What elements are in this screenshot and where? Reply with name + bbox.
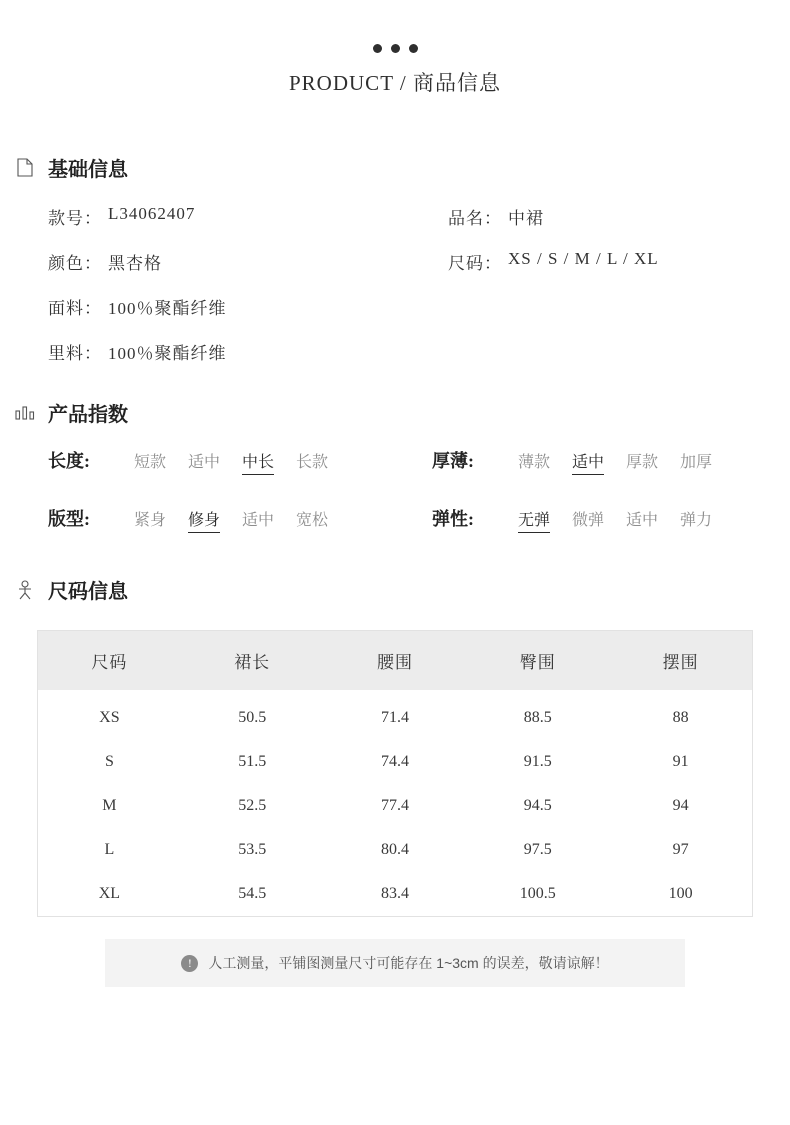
field-label: 品名： [448,209,502,228]
column-header: 裙长 [181,631,324,690]
size-table-wrapper [37,630,753,917]
table-header-row [38,631,752,690]
basic-info-heading [14,153,790,182]
product-index-section [0,398,790,533]
basic-info-item [48,339,448,364]
column-header: 摆围 [609,631,752,690]
bar-chart-icon [14,401,36,425]
measurement-note [105,939,685,987]
cell-size: XL [98,885,121,902]
index-option[interactable]: 短款 [134,454,167,471]
basic-info-row [48,204,790,229]
page-header [0,0,790,97]
dot-icon [373,44,382,53]
field-value: 黑杏格 [108,254,162,273]
cell-size: M [102,797,117,814]
index-options [134,449,328,475]
field-value: 100％聚酯纤维 [108,299,227,318]
index-label: 版型: [48,509,90,529]
table-row [38,872,752,916]
cell-hem: 100 [668,885,693,902]
index-group-length [48,447,432,475]
product-index-row [48,505,790,533]
document-icon [14,156,36,180]
index-option[interactable]: 薄款 [518,454,551,471]
field-value: 100％聚酯纤维 [108,344,227,363]
index-option[interactable]: 宽松 [296,512,329,529]
product-index-title: 产品指数 [48,404,128,426]
basic-info-rows [0,204,790,364]
cell-size: L [104,841,115,858]
index-option[interactable]: 适中 [242,512,275,529]
cell-hem: 94 [672,797,689,814]
index-option[interactable]: 弹力 [680,512,713,529]
cell-hip: 91.5 [523,753,552,770]
cell-waist: 71.4 [380,709,409,726]
cell-hem: 97 [672,841,689,858]
basic-info-row [48,339,790,364]
basic-info-item [48,294,448,319]
index-option[interactable]: 适中 [626,512,659,529]
field-label: 面料： [48,299,102,318]
cell-hip: 97.5 [523,841,552,858]
index-option-selected[interactable]: 无弹 [518,507,550,533]
size-table-head [38,631,752,690]
size-table [38,631,752,916]
basic-info-item [448,249,659,274]
index-options [518,449,712,475]
basic-info-row [48,249,790,274]
cell-length: 50.5 [238,709,267,726]
basic-info-item [48,204,448,229]
index-option-selected[interactable]: 适中 [572,449,604,475]
field-label: 款号： [48,209,102,228]
index-option[interactable]: 厚款 [626,454,659,471]
page-title: PRODUCT / 商品信息 [289,71,501,95]
table-row [38,828,752,872]
cell-size: XS [99,709,120,726]
cell-size: S [104,753,114,770]
basic-info-item [448,204,544,229]
index-option[interactable]: 紧身 [134,512,167,529]
index-option[interactable]: 微弹 [572,512,605,529]
column-header: 尺码 [38,631,181,690]
field-label: 颜色： [48,254,102,273]
dot-icon [409,44,418,53]
cell-hem: 91 [672,753,689,770]
cell-waist: 80.4 [380,841,409,858]
cell-length: 51.5 [238,753,267,770]
column-header: 腰围 [324,631,467,690]
person-icon [14,578,36,602]
dot-icon [391,44,400,53]
column-header: 臀围 [466,631,609,690]
index-option-selected[interactable]: 中长 [242,449,274,475]
basic-info-item [48,249,448,274]
cell-hip: 94.5 [523,797,552,814]
basic-info-section [0,153,790,364]
field-label: 里料： [48,344,102,363]
cell-hip: 100.5 [519,885,556,902]
index-option[interactable]: 长款 [296,454,329,471]
cell-length: 53.5 [238,841,267,858]
index-group-thickness [432,447,712,475]
size-info-title: 尺码信息 [48,581,128,603]
basic-info-row [48,294,790,319]
cell-length: 52.5 [238,797,267,814]
index-label: 弹性: [432,509,474,529]
cell-waist: 83.4 [380,885,409,902]
cell-length: 54.5 [238,885,267,902]
table-row [38,740,752,784]
header-dots [0,44,790,53]
product-index-heading [14,398,790,427]
field-value: L34062407 [108,204,196,223]
table-row [38,690,752,740]
index-options [134,507,328,533]
index-option-selected[interactable]: 修身 [188,507,220,533]
table-row [38,784,752,828]
index-group-elasticity [432,505,712,533]
basic-info-title: 基础信息 [48,159,128,181]
index-group-fit [48,505,432,533]
info-icon: ! [181,955,198,972]
field-value: 中裙 [508,209,544,228]
measurement-note-text: 人工测量，平铺图测量尺寸可能存在 1~3cm 的误差，敬请谅解！ [208,955,609,971]
index-label: 长度: [48,451,90,471]
size-table-body [38,690,752,916]
product-index-grid [0,447,790,533]
cell-waist: 74.4 [380,753,409,770]
index-option[interactable]: 加厚 [680,454,713,471]
product-index-row [48,447,790,475]
index-option[interactable]: 适中 [188,454,221,471]
cell-hip: 88.5 [523,709,552,726]
cell-hem: 88 [672,709,689,726]
cell-waist: 77.4 [380,797,409,814]
field-label: 尺码： [448,254,502,273]
field-value: XS / S / M / L / XL [508,249,659,268]
index-options [518,507,712,533]
size-info-section [0,575,790,987]
index-label: 厚薄: [432,451,474,471]
size-info-heading [14,575,790,604]
